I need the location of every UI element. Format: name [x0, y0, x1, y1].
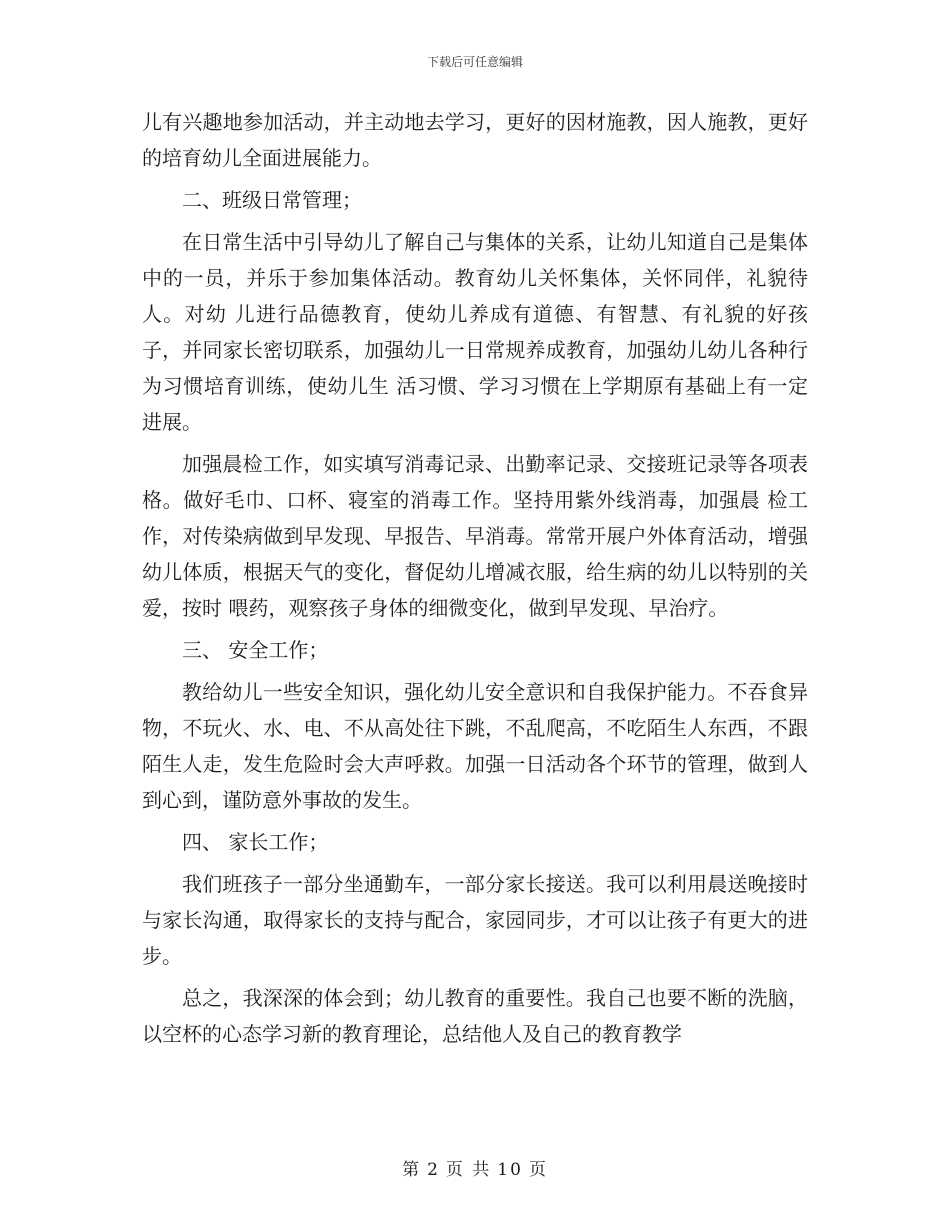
footer-prefix: 第	[402, 1160, 422, 1180]
paragraph-morning-check: 加强晨检工作，如实填写消毒记录、出勤率记录、交接班记录等各项表格。做好毛巾、口杯、寝室的消毒工作。坚持用紫外线消毒，加强晨 检工作，对传染病做到早发现、早报告、早消毒。常常开展户外体育活动，增强幼儿体质，根据天气的变化，督促幼儿增减衣服，给生病的幼儿以特别的关爱，按时 喂药，观察孩子身体的细微变化，做到早发现、早治疗。	[142, 452, 808, 620]
footer-middle: 页 共	[445, 1160, 492, 1180]
section-heading-parents: 四、 家长工作；	[182, 830, 329, 854]
paragraph-daily-life: 在日常生活中引导幼儿了解自己与集体的关系，让幼儿知道自己是集体中的一员，并乐于参加集体活动。教育幼儿关怀集体，关怀同伴，礼貌待人。对幼 儿进行品德教育，使幼儿养成有道德、有智慧、有礼貌的好孩子，并同家长密切联系，加强幼儿一日常规养成教育，加强幼儿幼儿各种行为习惯培育训练，使幼儿生 活习惯、学习习惯在上学期原有基础上有一定进展。	[142, 230, 808, 434]
paragraph-summary: 总之，我深深的体会到；幼儿教育的重要性。我自己也要不断的洗脑，以空杯的心态学习新的教育理论，总结他人及自己的教育教学	[142, 986, 808, 1046]
section-heading-class-management: 二、班级日常管理；	[182, 188, 362, 212]
footer-page-number: 2	[427, 1160, 440, 1180]
paragraph-safety: 教给幼儿一些安全知识，强化幼儿安全意识和自我保护能力。不吞食异物，不玩火、水、电、不从高处往下跳，不乱爬高，不吃陌生人东西，不跟陌生人走，发生危险时会大声呼救。加强一日活动各个环节的管理，做到人到心到，谨防意外事故的发生。	[142, 680, 808, 812]
page-footer	[0, 1155, 950, 1180]
footer-suffix: 页	[528, 1160, 548, 1180]
page-header: 下载后可任意编辑	[426, 55, 523, 69]
section-heading-safety: 三、 安全工作；	[182, 638, 329, 662]
document-body	[142, 104, 808, 1052]
paragraph-continued: 儿有兴趣地参加活动，并主动地去学习，更好的因材施教，因人施教，更好的培育幼儿全面进展能力。	[142, 110, 808, 170]
paragraph-parents: 我们班孩子一部分坐通勤车，一部分家长接送。我可以利用晨送晚接时与家长沟通，取得家长的支持与配合，家园同步，才可以让孩子有更大的进步。	[142, 872, 808, 968]
footer-total-pages: 10	[497, 1160, 523, 1180]
